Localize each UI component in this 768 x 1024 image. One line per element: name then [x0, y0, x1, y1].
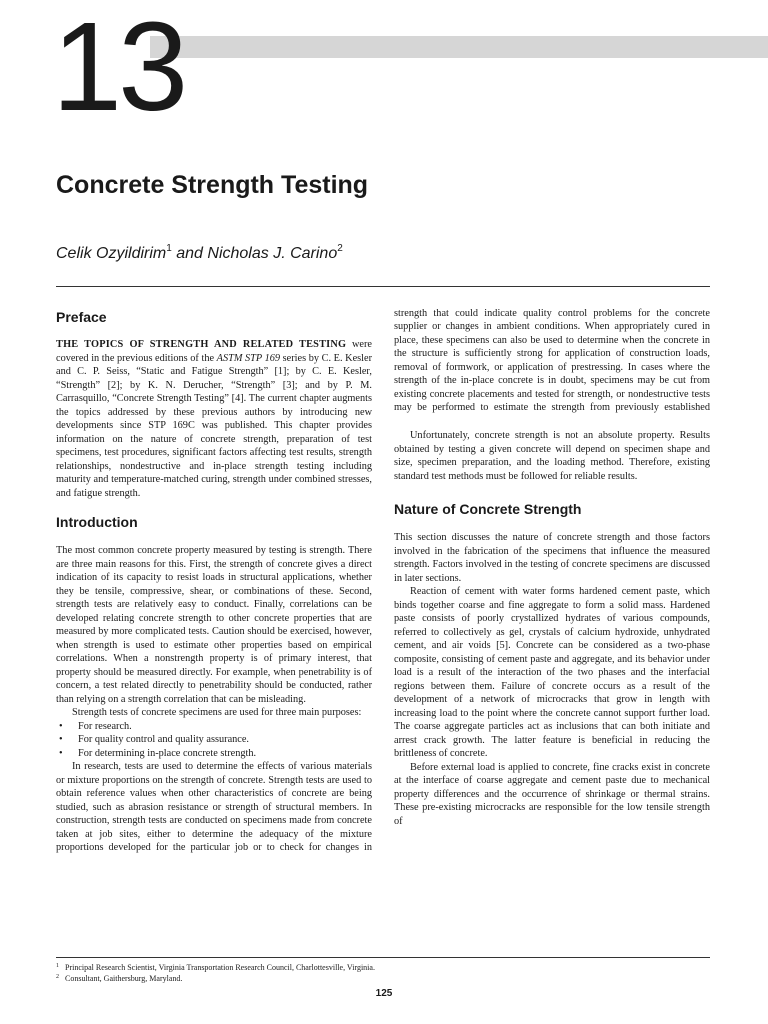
author-conjunction: and	[171, 245, 208, 262]
author-footnote-mark: 1	[166, 243, 172, 254]
footnote-mark: 1	[56, 963, 59, 969]
preface-text: were covered in the previous editions of the	[56, 339, 372, 364]
right-column	[394, 302, 710, 828]
footnote-mark: 2	[56, 974, 59, 980]
chapter-number: 13	[52, 0, 185, 137]
nature-paragraph: This section discusses the nature of concrete strength and those factors involved in the fabrication of the specimens that influence the measured strength. Factors involved in the testing of concrete specimens are discussed in later sections.	[394, 532, 710, 584]
preface-italic-title: ASTM STP 169	[216, 352, 281, 364]
chapter-authors	[56, 244, 343, 263]
intro-paragraph: Strength tests of concrete specimens are used for three main purposes:	[72, 707, 362, 718]
chapter-title: Concrete Strength Testing	[56, 171, 369, 199]
bullet: •	[59, 747, 63, 759]
author-name: Celik Ozyildirim	[56, 245, 167, 262]
intro-paragraph-continuation: strength that could indicate quality control problems for the concrete supplier or changes in ambient conditions. When appropriately cured in place, these specimens can also be used to determine when the concrete in the structure is sufficiently strong for application of construction loads, removal of formwork, or application of prestressing. In cases where the strength of the in-place concrete is in doubt, specimens may be cut from existing concrete placements and tested for strength, or nondestructive tests may be performed to estimate the strength from previously established	[394, 307, 710, 413]
title-divider	[56, 286, 710, 287]
intro-paragraph-continued: In research, tests are used to determine the effects of various materials or mixture proportions on the strength of concrete. Strength tests are used to obtain reference values when other characteristics of concrete are being studied, such as abrasion resistance or strength of structural members. In construction, strength tests are conducted on specimens made from concrete taken at job sites, either to determine the adequacy of the mixture proportions developed for the particular job or to check for changes in	[56, 761, 372, 853]
preface-text: series by C. E. Kesler and C. P. Seiss, “Static and Fatigue Strength” [1]; by C. E. Kesler, “Strength” [2]; by K. N. Derucher, “Strength” [3]; and by P. M. Carrasquillo, “Concrete Strength Testing” [4]. The current chapter augments the topics addressed by these previous authors by introducing new developments since STP 169C was published. This chapter provides information on the nature of concrete strength, preparation of test specimens, test procedures, significant factors affecting test results, strength relationships, nondestructive and in-place strength testing including maturity and temperature-matched curing, strength under combined stresses, and fatigue strength.	[56, 352, 373, 499]
left-column	[56, 302, 372, 855]
footnote-text: Consultant, Gaithersburg, Maryland.	[65, 974, 183, 983]
nature-paragraph: Before external load is applied to concrete, fine cracks exist in concrete at the interface of coarse aggregate and cement paste due to mechanical property differences and the occurrence of shrinkage or thermal strains. These pre-existing microcracks are responsible for the low tensile strength of	[394, 761, 710, 827]
page-number: 125	[375, 988, 393, 999]
bullet: •	[59, 720, 63, 732]
preface-lead-caps: THE TOPICS OF STRENGTH AND RELATED TESTING	[56, 339, 347, 350]
purposes-list	[56, 720, 372, 761]
footnote-text: Principal Research Scientist, Virginia Transportation Research Council, Charlottesville, Virginia.	[65, 963, 375, 972]
list-item	[56, 733, 372, 747]
section-heading-introduction: Introduction	[56, 514, 138, 530]
list-item	[56, 720, 372, 734]
section-heading-nature: Nature of Concrete Strength	[394, 501, 582, 517]
list-item-text: For quality control and quality assurance.	[78, 734, 249, 745]
preface-paragraph	[56, 338, 372, 500]
list-item-text: For determining in-place concrete strength.	[78, 747, 257, 759]
author-footnote-mark: 2	[337, 243, 343, 254]
footnotes	[56, 962, 710, 984]
bullet: •	[59, 734, 63, 745]
footnote	[56, 973, 710, 984]
list-item	[56, 747, 372, 761]
section-heading-preface: Preface	[56, 309, 107, 325]
footnote	[56, 962, 710, 973]
intro-paragraph-continuation-wrap	[394, 307, 710, 417]
list-item-text: For research.	[78, 720, 132, 732]
footnote-divider	[56, 957, 710, 958]
intro-paragraph: Unfortunately, concrete strength is not an absolute property. Results obtained by testing a given concrete will depend on specimen shape and size, specimen preparation, and the loading method. Therefore, existing standard test methods must be followed for reliable results.	[394, 430, 710, 482]
intro-paragraph: The most common concrete property measured by testing is strength. There are three main reasons for this. First, the strength of concrete gives a direct indication of its capacity to resist loads in structural applications, whether they be tensile, compressive, shear, or combinations of these. Second, strength tests are relatively easy to conduct. Finally, correlations can be developed relating concrete strength to other concrete properties that are measured by more complicated tests. Caution should be exercised, however, when strength is used to estimate other properties based on empirical correlations. When a nonstrength property is of primary interest, that property should be measured directly. For example, when penetrability is of concern, a test related directly to penetrability should be conducted, rather than relying on a strength correlation that can be misleading.	[56, 545, 372, 705]
nature-paragraph: Reaction of cement with water forms hardened cement paste, which binds together coarse and fine aggregate to form a solid mass. Hardened paste consists of poorly crystallized hydrates of various compounds, referred to collectively as gel, crystals of calcium hydroxide, unhydrated cement, and air voids [5]. Concrete can be considered as a two-phase composite, consisting of cement paste and aggregate, and its behavior under load is a result of the interaction of the two phases and the interfacial regions between them. Failure of concrete occurs as a result of the development of a network of microcracks that grow in length with increasing load to the point where the concrete cannot support further load. The coarse aggregate particles act as inclusions that can both initiate and arrest crack growth. The latter feature is beneficial in reducing the brittleness of concrete.	[394, 586, 710, 759]
author-name: Nicholas J. Carino	[207, 245, 338, 262]
chapter-header-bar	[150, 36, 768, 58]
